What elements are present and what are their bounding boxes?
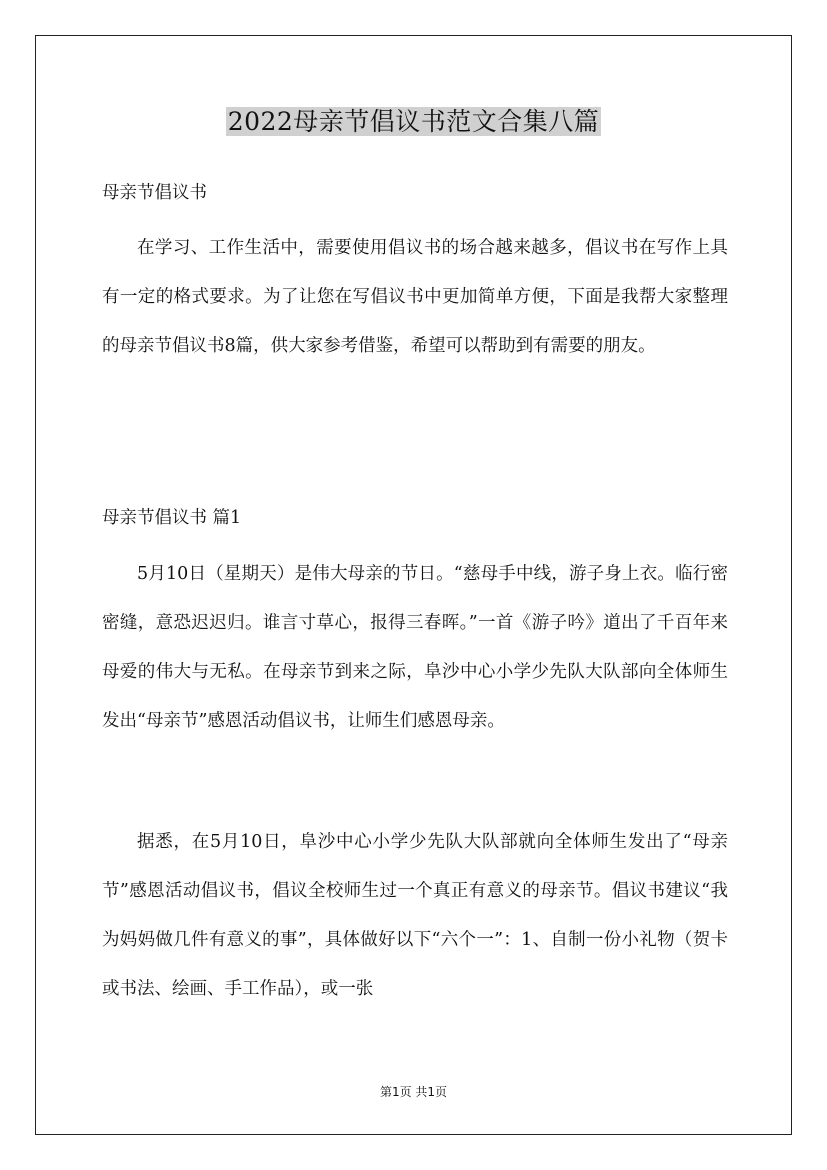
section-heading: 母亲节倡议书 篇1 bbox=[102, 508, 242, 528]
intro-paragraph: 在学习、工作生活中，需要使用倡议书的场合越来越多，倡议书在写作上具有一定的格式要求。为了让您在写倡议书中更加简单方便，下面是我帮大家整理的母亲节倡议书8篇，供大家参考借鉴，希望可以帮助到有需要的朋友。 bbox=[102, 238, 728, 356]
document-title bbox=[0, 101, 827, 143]
body-paragraph-2: 据悉，在5月10日，阜沙中心小学少先队大队部就向全体师生发出了“母亲节”感恩活动倡议书，倡议全校师生过一个真正有意义的母亲节。倡议书建议“我为妈妈做几件有意义的事”，具体做好以下“六个一”：1、自制一份小礼物（贺卡或书法、绘画、手工作品），或一张 bbox=[102, 832, 728, 999]
body-paragraph-1: 5月10日（星期天）是伟大母亲的节日。“慈母手中线，游子身上衣。临行密密缝，意恐迟迟归。谁言寸草心，报得三春晖。”一首《游子吟》道出了千百年来母爱的伟大与无私。在母亲节到来之际，阜沙中心小学少先队大队部向全体师生发出“母亲节”感恩活动倡议书，让师生们感恩母亲。 bbox=[102, 564, 728, 731]
document-title-text: 2022母亲节倡议书范文合集八篇 bbox=[227, 107, 600, 136]
intro-heading: 母亲节倡议书 bbox=[102, 183, 207, 203]
page-footer: 第1页 共1页 bbox=[379, 1085, 448, 1099]
